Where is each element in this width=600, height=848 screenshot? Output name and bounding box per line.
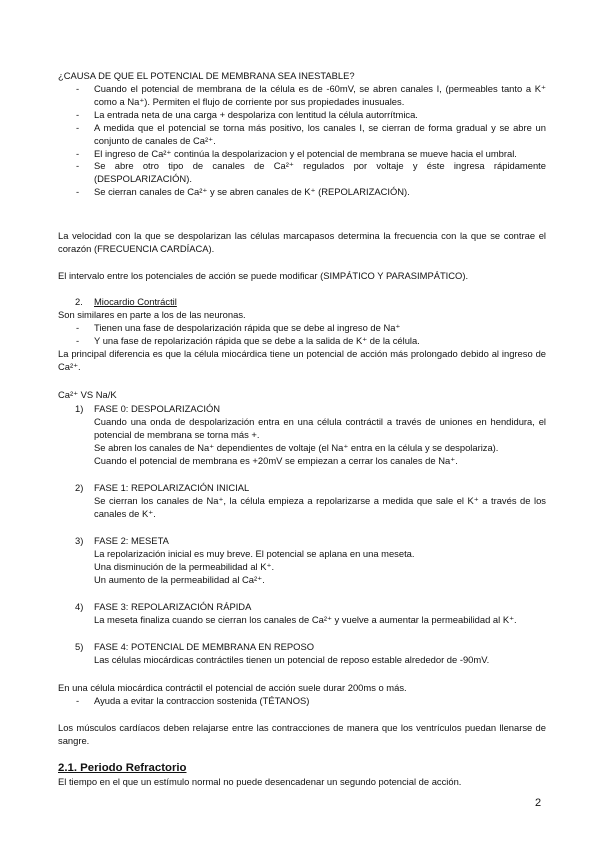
paragraph-refractorio: El tiempo en el que un estímulo normal no puede desencadenar un segundo potencial de acción. bbox=[58, 776, 462, 787]
phase-number: 2) bbox=[75, 482, 84, 493]
phase-heading bbox=[58, 601, 546, 614]
section-number: 2. bbox=[75, 296, 83, 307]
list-item: - A medida que el potencial se torna más positivo, los canales I, se cierran de forma gradual y se abre un conjunto de canales de Ca²⁺. bbox=[58, 122, 546, 148]
causes-list bbox=[58, 83, 546, 199]
list-item: - Cuando el potencial de membrana de la célula es de -60mV, se abren canales I, (permeables tanto a K⁺ como a Na⁺). Permiten el flujo de corriente por sus propiedades inusuales. bbox=[58, 83, 546, 109]
paragraph-intervalo: El intervalo entre los potenciales de acción se puede modificar (SIMPÁTICO Y PARASIMPÁTICO). bbox=[58, 270, 469, 281]
phase-title: FASE 4: POTENCIAL DE MEMBRANA EN REPOSO bbox=[94, 641, 315, 652]
section-heading-refractorio: 2.1. Periodo Refractorio bbox=[58, 762, 187, 774]
phase-text: Se abren los canales de Na⁺ dependientes de voltaje (el Na⁺ entra en la célula y se despolariza). bbox=[94, 441, 499, 453]
paragraph-relajarse: Los músculos cardíacos deben relajarse entre las contracciones de manera que los ventrículos puedan llenarse de sangre. bbox=[58, 722, 546, 746]
phase-2 bbox=[58, 535, 546, 587]
phase-heading bbox=[58, 403, 546, 416]
duration-list bbox=[58, 695, 546, 708]
paragraph-diferencia: La principal diferencia es que la célula miocárdica tiene un potencial de acción más prolongado debido al ingreso de Ca²⁺. bbox=[58, 348, 546, 372]
list-item: - Se cierran canales de Ca²⁺ y se abren canales de K⁺ (REPOLARIZACIÓN). bbox=[58, 186, 546, 199]
phase-4 bbox=[58, 641, 546, 667]
phase-text: Una disminución de la permeabilidad al K⁺. bbox=[94, 560, 275, 572]
page-number: 2 bbox=[535, 797, 542, 809]
list-item: - La entrada neta de una carga + despolariza con lentitud la célula autorrítmica. bbox=[58, 109, 546, 122]
list-item: - Y una fase de repolarización rápida que se debe a la salida de K⁺ de la célula. bbox=[58, 335, 546, 348]
phase-title: FASE 0: DESPOLARIZACIÓN bbox=[94, 403, 221, 414]
phase-heading bbox=[58, 535, 546, 548]
phase-number: 3) bbox=[75, 535, 84, 546]
phase-heading bbox=[58, 641, 546, 654]
phase-text: Cuando una onda de despolarización entra en una célula contráctil a través de uniones en hendidura, el potencial de membrana se torna más +. bbox=[94, 415, 546, 440]
similar-list bbox=[58, 322, 546, 348]
phase-title: FASE 1: REPOLARIZACIÓN INICIAL bbox=[94, 482, 250, 493]
phase-text: La repolarización inicial es muy breve. El potencial se aplana en una meseta. bbox=[94, 547, 415, 559]
paragraph-velocidad: La velocidad con la que se despolarizan las células marcapasos determina la frecuencia con la que se contrae el corazón (FRECUENCIA CARDÍACA). bbox=[58, 230, 546, 254]
question-title: ¿CAUSA DE QUE EL POTENCIAL DE MEMBRANA SEA INESTABLE? bbox=[58, 70, 355, 81]
phase-title: FASE 2: MESETA bbox=[94, 535, 169, 546]
duration-line: En una célula miocárdica contráctil el potencial de acción suele durar 200ms o más. bbox=[58, 682, 407, 693]
similar-intro: Son similares en parte a los de las neuronas. bbox=[58, 309, 246, 320]
phase-0 bbox=[58, 403, 546, 468]
phase-text: Se cierran los canales de Na⁺, la célula empieza a repolarizarse a medida que sale el K⁺ a través de los canales de K⁺. bbox=[94, 494, 546, 519]
phase-text: La meseta finaliza cuando se cierran los canales de Ca²⁺ y vuelve a aumentar la permeabilidad al K⁺. bbox=[94, 613, 517, 625]
phase-text: Cuando el potencial de membrana es +20mV se empiezan a cerrar los canales de Na⁺. bbox=[94, 454, 458, 466]
vs-title: Ca²⁺ VS Na/K bbox=[58, 389, 117, 400]
phase-text: Las células miocárdicas contráctiles tienen un potencial de reposo estable alrededor de -90mV. bbox=[94, 653, 490, 665]
list-item: - El ingreso de Ca²⁺ continúa la despolarizacion y el potencial de membrana se mueve hacia el umbral. bbox=[58, 148, 546, 161]
document-page bbox=[58, 0, 546, 787]
phase-heading bbox=[58, 482, 546, 495]
list-item: - Tienen una fase de despolarización rápida que se debe al ingreso de Na⁺ bbox=[58, 322, 546, 335]
phase-number: 1) bbox=[75, 403, 84, 414]
phase-number: 5) bbox=[75, 641, 84, 652]
list-item: - Ayuda a evitar la contraccion sostenida (TÉTANOS) bbox=[58, 695, 546, 708]
phase-text: Un aumento de la permeabilidad al Ca²⁺. bbox=[94, 573, 265, 585]
phase-title: FASE 3: REPOLARIZACIÓN RÁPIDA bbox=[94, 601, 252, 612]
phase-3 bbox=[58, 601, 546, 627]
phase-1 bbox=[58, 482, 546, 521]
section-title: Miocardio Contráctil bbox=[94, 296, 177, 307]
phase-number: 4) bbox=[75, 601, 84, 612]
section-heading-miocardio bbox=[58, 296, 582, 309]
list-item: - Se abre otro tipo de canales de Ca²⁺ regulados por voltaje y éste ingresa rápidamente (DESPOLARIZACIÓN). bbox=[58, 160, 546, 186]
